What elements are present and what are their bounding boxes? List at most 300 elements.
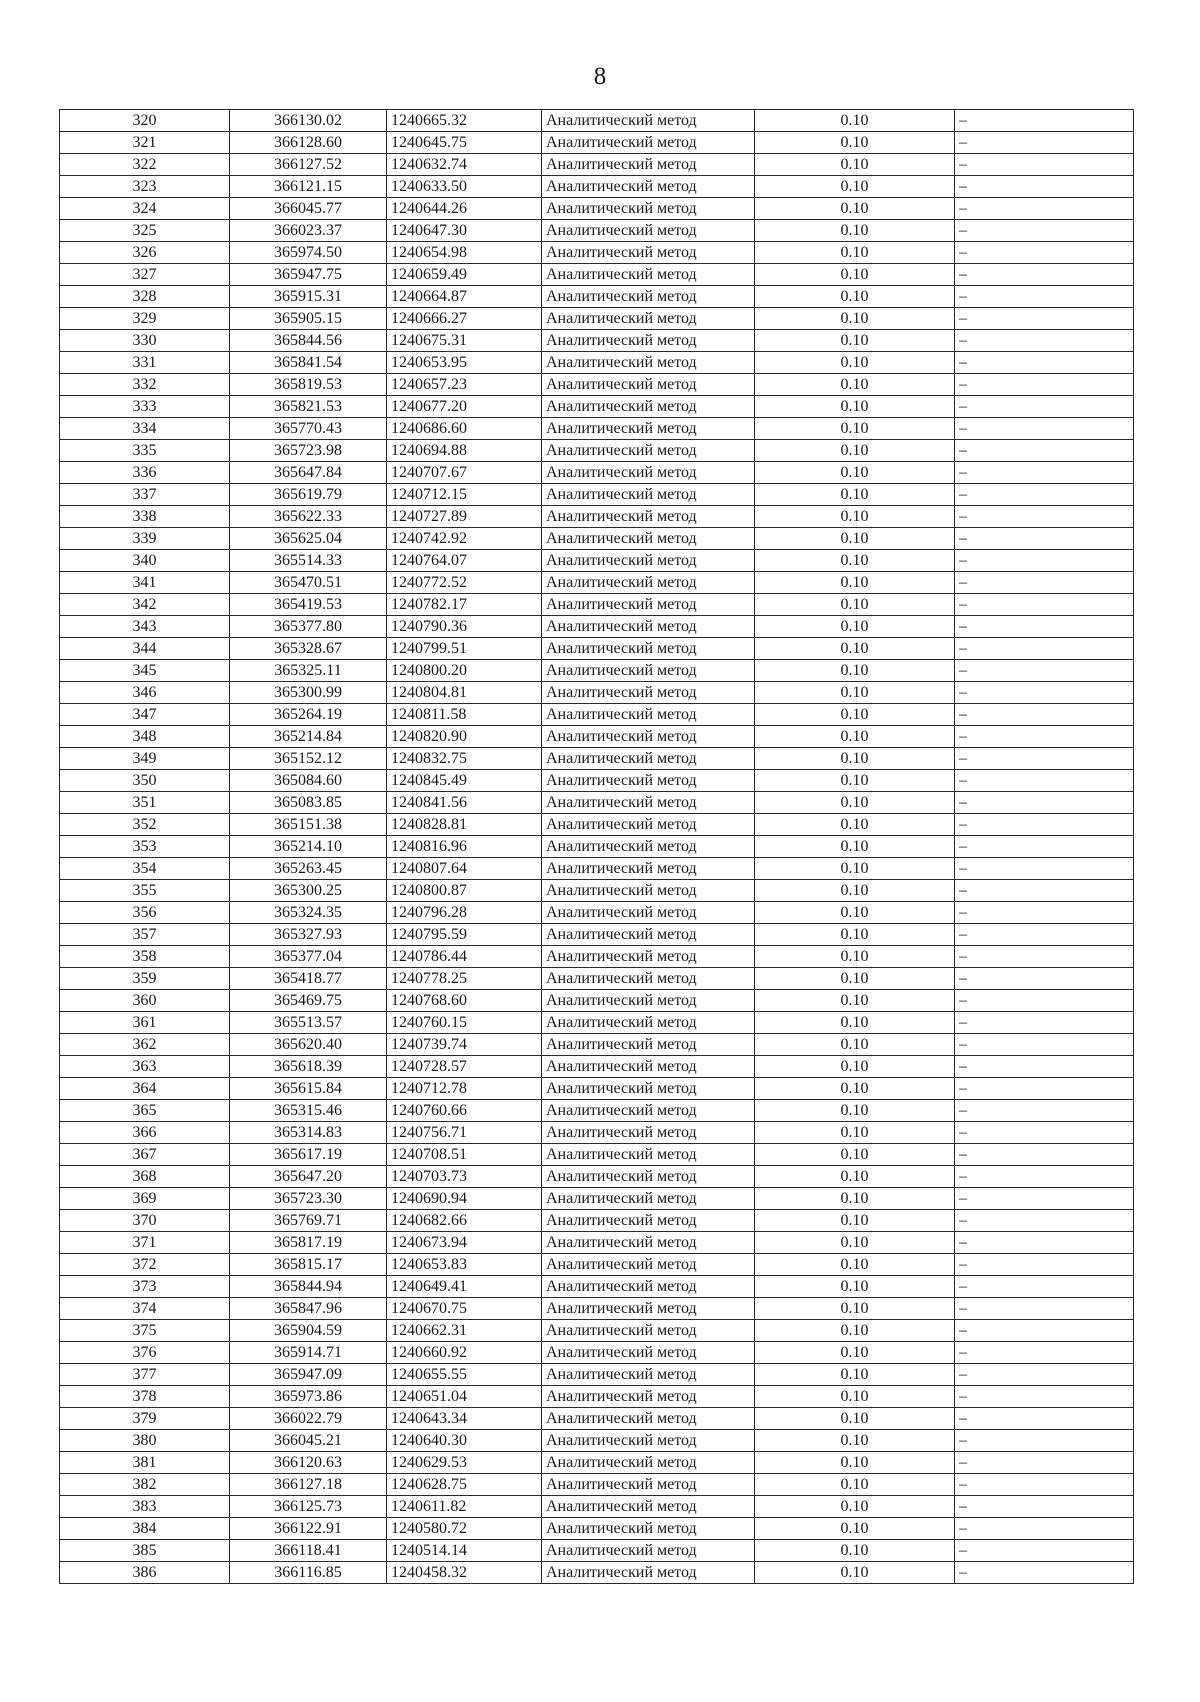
y-coordinate-cell: 1240800.87 [387,880,542,902]
precision-cell: 0.10 [755,154,955,176]
precision-cell: 0.10 [755,924,955,946]
x-coordinate-cell: 365844.94 [230,1276,387,1298]
coordinates-table-body [60,110,1134,1584]
point-number-cell: 339 [60,528,230,550]
table-row [60,1034,1134,1056]
note-cell: – [955,1254,1134,1276]
x-coordinate-cell: 365622.33 [230,506,387,528]
y-coordinate-cell: 1240643.34 [387,1408,542,1430]
note-cell: – [955,132,1134,154]
method-cell: Аналитический метод [542,1342,755,1364]
precision-cell: 0.10 [755,638,955,660]
table-row [60,1540,1134,1562]
note-cell: – [955,1188,1134,1210]
y-coordinate-cell: 1240629.53 [387,1452,542,1474]
point-number-cell: 381 [60,1452,230,1474]
table-row [60,176,1134,198]
method-cell: Аналитический метод [542,352,755,374]
note-cell: – [955,1364,1134,1386]
table-row [60,1562,1134,1584]
method-cell: Аналитический метод [542,374,755,396]
x-coordinate-cell: 365470.51 [230,572,387,594]
x-coordinate-cell: 365083.85 [230,792,387,814]
method-cell: Аналитический метод [542,506,755,528]
y-coordinate-cell: 1240800.20 [387,660,542,682]
point-number-cell: 330 [60,330,230,352]
point-number-cell: 324 [60,198,230,220]
note-cell: – [955,1056,1134,1078]
precision-cell: 0.10 [755,308,955,330]
note-cell: – [955,946,1134,968]
precision-cell: 0.10 [755,198,955,220]
x-coordinate-cell: 365723.30 [230,1188,387,1210]
x-coordinate-cell: 365377.04 [230,946,387,968]
table-row [60,1254,1134,1276]
method-cell: Аналитический метод [542,1474,755,1496]
x-coordinate-cell: 365315.46 [230,1100,387,1122]
note-cell: – [955,1298,1134,1320]
method-cell: Аналитический метод [542,1408,755,1430]
table-row [60,924,1134,946]
x-coordinate-cell: 365513.57 [230,1012,387,1034]
method-cell: Аналитический метод [542,1166,755,1188]
table-row [60,1166,1134,1188]
x-coordinate-cell: 365847.96 [230,1298,387,1320]
method-cell: Аналитический метод [542,1298,755,1320]
table-row [60,1056,1134,1078]
point-number-cell: 328 [60,286,230,308]
note-cell: – [955,176,1134,198]
method-cell: Аналитический метод [542,242,755,264]
x-coordinate-cell: 365821.53 [230,396,387,418]
note-cell: – [955,550,1134,572]
table-row [60,968,1134,990]
precision-cell: 0.10 [755,880,955,902]
precision-cell: 0.10 [755,726,955,748]
point-number-cell: 366 [60,1122,230,1144]
x-coordinate-cell: 365514.33 [230,550,387,572]
y-coordinate-cell: 1240828.81 [387,814,542,836]
note-cell: – [955,1034,1134,1056]
y-coordinate-cell: 1240694.88 [387,440,542,462]
y-coordinate-cell: 1240657.23 [387,374,542,396]
y-coordinate-cell: 1240841.56 [387,792,542,814]
precision-cell: 0.10 [755,1342,955,1364]
table-row [60,748,1134,770]
point-number-cell: 365 [60,1100,230,1122]
table-row [60,484,1134,506]
table-row [60,836,1134,858]
note-cell: – [955,726,1134,748]
method-cell: Аналитический метод [542,1188,755,1210]
table-row [60,1474,1134,1496]
precision-cell: 0.10 [755,1320,955,1342]
y-coordinate-cell: 1240660.92 [387,1342,542,1364]
precision-cell: 0.10 [755,1298,955,1320]
x-coordinate-cell: 365419.53 [230,594,387,616]
y-coordinate-cell: 1240666.27 [387,308,542,330]
point-number-cell: 334 [60,418,230,440]
table-row [60,1342,1134,1364]
note-cell: – [955,462,1134,484]
table-row [60,946,1134,968]
method-cell: Аналитический метод [542,594,755,616]
table-row [60,330,1134,352]
method-cell: Аналитический метод [542,264,755,286]
table-row [60,902,1134,924]
table-row [60,1430,1134,1452]
point-number-cell: 359 [60,968,230,990]
note-cell: – [955,374,1134,396]
precision-cell: 0.10 [755,836,955,858]
precision-cell: 0.10 [755,440,955,462]
y-coordinate-cell: 1240514.14 [387,1540,542,1562]
precision-cell: 0.10 [755,506,955,528]
y-coordinate-cell: 1240739.74 [387,1034,542,1056]
method-cell: Аналитический метод [542,1452,755,1474]
y-coordinate-cell: 1240778.25 [387,968,542,990]
x-coordinate-cell: 365947.09 [230,1364,387,1386]
x-coordinate-cell: 365841.54 [230,352,387,374]
x-coordinate-cell: 365905.15 [230,308,387,330]
point-number-cell: 320 [60,110,230,132]
y-coordinate-cell: 1240782.17 [387,594,542,616]
note-cell: – [955,220,1134,242]
x-coordinate-cell: 365625.04 [230,528,387,550]
y-coordinate-cell: 1240832.75 [387,748,542,770]
table-row [60,550,1134,572]
precision-cell: 0.10 [755,1474,955,1496]
x-coordinate-cell: 365947.75 [230,264,387,286]
x-coordinate-cell: 365819.53 [230,374,387,396]
note-cell: – [955,1430,1134,1452]
point-number-cell: 370 [60,1210,230,1232]
x-coordinate-cell: 365469.75 [230,990,387,1012]
precision-cell: 0.10 [755,770,955,792]
x-coordinate-cell: 365328.67 [230,638,387,660]
note-cell: – [955,1562,1134,1584]
point-number-cell: 326 [60,242,230,264]
table-row [60,1012,1134,1034]
method-cell: Аналитический метод [542,1540,755,1562]
table-row [60,1386,1134,1408]
point-number-cell: 350 [60,770,230,792]
y-coordinate-cell: 1240764.07 [387,550,542,572]
note-cell: – [955,308,1134,330]
method-cell: Аналитический метод [542,1232,755,1254]
method-cell: Аналитический метод [542,1562,755,1584]
x-coordinate-cell: 366121.15 [230,176,387,198]
coordinates-table [59,109,1134,1584]
point-number-cell: 353 [60,836,230,858]
y-coordinate-cell: 1240662.31 [387,1320,542,1342]
method-cell: Аналитический метод [542,748,755,770]
precision-cell: 0.10 [755,1364,955,1386]
point-number-cell: 342 [60,594,230,616]
method-cell: Аналитический метод [542,880,755,902]
y-coordinate-cell: 1240760.66 [387,1100,542,1122]
method-cell: Аналитический метод [542,550,755,572]
table-row [60,814,1134,836]
point-number-cell: 338 [60,506,230,528]
point-number-cell: 352 [60,814,230,836]
note-cell: – [955,1166,1134,1188]
method-cell: Аналитический метод [542,440,755,462]
precision-cell: 0.10 [755,528,955,550]
method-cell: Аналитический метод [542,1056,755,1078]
point-number-cell: 347 [60,704,230,726]
note-cell: – [955,616,1134,638]
method-cell: Аналитический метод [542,110,755,132]
note-cell: – [955,110,1134,132]
table-row [60,528,1134,550]
table-row [60,198,1134,220]
x-coordinate-cell: 366122.91 [230,1518,387,1540]
precision-cell: 0.10 [755,1232,955,1254]
x-coordinate-cell: 365914.71 [230,1342,387,1364]
note-cell: – [955,528,1134,550]
table-row [60,660,1134,682]
x-coordinate-cell: 366045.21 [230,1430,387,1452]
note-cell: – [955,1518,1134,1540]
note-cell: – [955,594,1134,616]
precision-cell: 0.10 [755,220,955,242]
x-coordinate-cell: 365770.43 [230,418,387,440]
y-coordinate-cell: 1240760.15 [387,1012,542,1034]
point-number-cell: 321 [60,132,230,154]
x-coordinate-cell: 365314.83 [230,1122,387,1144]
y-coordinate-cell: 1240796.28 [387,902,542,924]
x-coordinate-cell: 366128.60 [230,132,387,154]
point-number-cell: 341 [60,572,230,594]
precision-cell: 0.10 [755,1012,955,1034]
precision-cell: 0.10 [755,1166,955,1188]
note-cell: – [955,242,1134,264]
table-row [60,1078,1134,1100]
point-number-cell: 374 [60,1298,230,1320]
precision-cell: 0.10 [755,484,955,506]
point-number-cell: 357 [60,924,230,946]
note-cell: – [955,1078,1134,1100]
x-coordinate-cell: 365084.60 [230,770,387,792]
point-number-cell: 380 [60,1430,230,1452]
table-row [60,792,1134,814]
x-coordinate-cell: 365615.84 [230,1078,387,1100]
page-number: 8 [593,63,607,90]
note-cell: – [955,770,1134,792]
point-number-cell: 344 [60,638,230,660]
point-number-cell: 376 [60,1342,230,1364]
point-number-cell: 322 [60,154,230,176]
point-number-cell: 354 [60,858,230,880]
point-number-cell: 345 [60,660,230,682]
y-coordinate-cell: 1240728.57 [387,1056,542,1078]
point-number-cell: 379 [60,1408,230,1430]
x-coordinate-cell: 365915.31 [230,286,387,308]
x-coordinate-cell: 365325.11 [230,660,387,682]
precision-cell: 0.10 [755,1540,955,1562]
method-cell: Аналитический метод [542,330,755,352]
precision-cell: 0.10 [755,572,955,594]
precision-cell: 0.10 [755,374,955,396]
method-cell: Аналитический метод [542,418,755,440]
precision-cell: 0.10 [755,1430,955,1452]
table-row [60,286,1134,308]
method-cell: Аналитический метод [542,660,755,682]
method-cell: Аналитический метод [542,814,755,836]
y-coordinate-cell: 1240703.73 [387,1166,542,1188]
precision-cell: 0.10 [755,330,955,352]
method-cell: Аналитический метод [542,572,755,594]
method-cell: Аналитический метод [542,1210,755,1232]
table-row [60,440,1134,462]
precision-cell: 0.10 [755,1496,955,1518]
x-coordinate-cell: 365618.39 [230,1056,387,1078]
method-cell: Аналитический метод [542,1430,755,1452]
method-cell: Аналитический метод [542,1254,755,1276]
y-coordinate-cell: 1240651.04 [387,1386,542,1408]
precision-cell: 0.10 [755,814,955,836]
precision-cell: 0.10 [755,132,955,154]
table-row [60,1100,1134,1122]
table-row [60,1276,1134,1298]
precision-cell: 0.10 [755,176,955,198]
table-row [60,1298,1134,1320]
y-coordinate-cell: 1240647.30 [387,220,542,242]
method-cell: Аналитический метод [542,462,755,484]
y-coordinate-cell: 1240772.52 [387,572,542,594]
note-cell: – [955,902,1134,924]
table-row [60,110,1134,132]
y-coordinate-cell: 1240644.26 [387,198,542,220]
table-row [60,1144,1134,1166]
note-cell: – [955,154,1134,176]
precision-cell: 0.10 [755,748,955,770]
precision-cell: 0.10 [755,110,955,132]
x-coordinate-cell: 365263.45 [230,858,387,880]
point-number-cell: 327 [60,264,230,286]
x-coordinate-cell: 366127.52 [230,154,387,176]
x-coordinate-cell: 365723.98 [230,440,387,462]
x-coordinate-cell: 366130.02 [230,110,387,132]
y-coordinate-cell: 1240664.87 [387,286,542,308]
y-coordinate-cell: 1240690.94 [387,1188,542,1210]
x-coordinate-cell: 366118.41 [230,1540,387,1562]
note-cell: – [955,286,1134,308]
point-number-cell: 361 [60,1012,230,1034]
point-number-cell: 358 [60,946,230,968]
table-row [60,220,1134,242]
y-coordinate-cell: 1240632.74 [387,154,542,176]
method-cell: Аналитический метод [542,154,755,176]
x-coordinate-cell: 366120.63 [230,1452,387,1474]
note-cell: – [955,440,1134,462]
x-coordinate-cell: 365377.80 [230,616,387,638]
note-cell: – [955,264,1134,286]
note-cell: – [955,1452,1134,1474]
note-cell: – [955,506,1134,528]
table-row [60,1496,1134,1518]
precision-cell: 0.10 [755,1056,955,1078]
point-number-cell: 363 [60,1056,230,1078]
precision-cell: 0.10 [755,1078,955,1100]
table-row [60,858,1134,880]
precision-cell: 0.10 [755,1254,955,1276]
method-cell: Аналитический метод [542,1386,755,1408]
table-row [60,418,1134,440]
method-cell: Аналитический метод [542,902,755,924]
y-coordinate-cell: 1240786.44 [387,946,542,968]
table-row [60,308,1134,330]
precision-cell: 0.10 [755,352,955,374]
table-row [60,154,1134,176]
table-row [60,1210,1134,1232]
method-cell: Аналитический метод [542,792,755,814]
note-cell: – [955,1210,1134,1232]
method-cell: Аналитический метод [542,682,755,704]
note-cell: – [955,484,1134,506]
note-cell: – [955,1408,1134,1430]
table-row [60,506,1134,528]
note-cell: – [955,1342,1134,1364]
table-row [60,264,1134,286]
point-number-cell: 362 [60,1034,230,1056]
point-number-cell: 373 [60,1276,230,1298]
point-number-cell: 325 [60,220,230,242]
point-number-cell: 382 [60,1474,230,1496]
method-cell: Аналитический метод [542,990,755,1012]
x-coordinate-cell: 365647.20 [230,1166,387,1188]
y-coordinate-cell: 1240686.60 [387,418,542,440]
point-number-cell: 346 [60,682,230,704]
point-number-cell: 372 [60,1254,230,1276]
x-coordinate-cell: 365151.38 [230,814,387,836]
point-number-cell: 377 [60,1364,230,1386]
y-coordinate-cell: 1240816.96 [387,836,542,858]
precision-cell: 0.10 [755,1034,955,1056]
precision-cell: 0.10 [755,704,955,726]
table-row [60,704,1134,726]
method-cell: Аналитический метод [542,308,755,330]
precision-cell: 0.10 [755,1386,955,1408]
y-coordinate-cell: 1240653.83 [387,1254,542,1276]
precision-cell: 0.10 [755,462,955,484]
point-number-cell: 356 [60,902,230,924]
y-coordinate-cell: 1240675.31 [387,330,542,352]
table-row [60,374,1134,396]
x-coordinate-cell: 365327.93 [230,924,387,946]
method-cell: Аналитический метод [542,1144,755,1166]
note-cell: – [955,814,1134,836]
precision-cell: 0.10 [755,396,955,418]
precision-cell: 0.10 [755,594,955,616]
y-coordinate-cell: 1240807.64 [387,858,542,880]
y-coordinate-cell: 1240640.30 [387,1430,542,1452]
note-cell: – [955,1386,1134,1408]
point-number-cell: 383 [60,1496,230,1518]
note-cell: – [955,638,1134,660]
method-cell: Аналитический метод [542,1496,755,1518]
y-coordinate-cell: 1240768.60 [387,990,542,1012]
method-cell: Аналитический метод [542,858,755,880]
table-row [60,682,1134,704]
method-cell: Аналитический метод [542,770,755,792]
point-number-cell: 384 [60,1518,230,1540]
y-coordinate-cell: 1240670.75 [387,1298,542,1320]
y-coordinate-cell: 1240682.66 [387,1210,542,1232]
precision-cell: 0.10 [755,1518,955,1540]
precision-cell: 0.10 [755,418,955,440]
